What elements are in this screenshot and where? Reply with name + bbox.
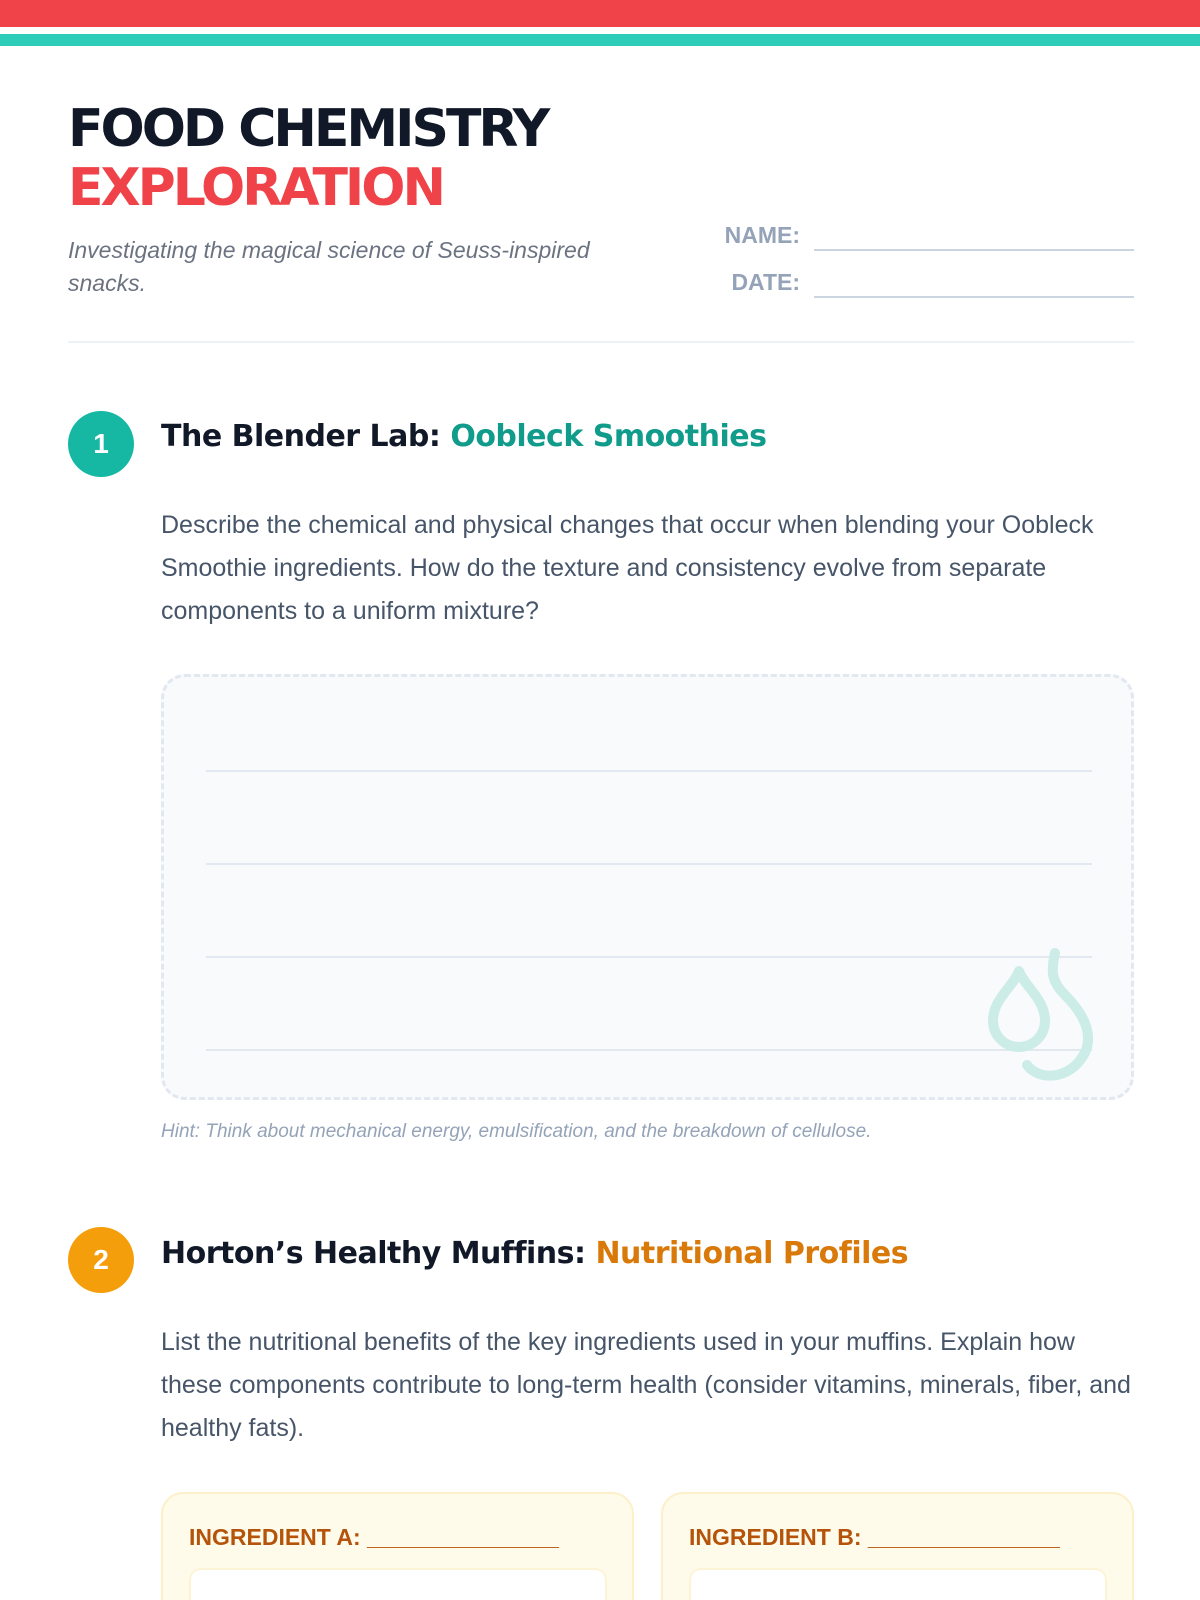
name-field[interactable] — [700, 222, 1134, 252]
ingredient-a-answer-box[interactable] — [189, 1568, 607, 1600]
page-subtitle: Investigating the magical science of Seuss-inspired snacks. — [68, 237, 590, 296]
answer-rule — [206, 863, 1092, 865]
page-title-line1: FOOD CHEMISTRY — [68, 99, 548, 159]
question-2-number-badge: 2 — [68, 1227, 134, 1293]
question-1-title-prefix: The Blender Lab: — [161, 419, 451, 454]
question-1-number-badge: 1 — [68, 411, 134, 477]
question-1-title — [161, 419, 766, 454]
ingredient-b-answer-box[interactable] — [689, 1568, 1107, 1600]
droplet-icon — [981, 941, 1121, 1091]
date-field[interactable] — [700, 269, 1134, 299]
date-label: DATE: — [731, 269, 800, 295]
question-2-title-prefix: Horton’s Healthy Muffins: — [161, 1236, 596, 1271]
top-accent-bar-teal — [0, 34, 1200, 46]
name-label: NAME: — [724, 222, 800, 248]
name-input-line[interactable] — [814, 249, 1134, 251]
ingredient-b-card — [661, 1492, 1134, 1600]
header-divider — [68, 341, 1134, 343]
answer-rule — [206, 1049, 1092, 1051]
question-2-prompt: List the nutritional benefits of the key ingredients used in your muffins. Explain how these components contribute to long-term health (consider vitamins, minerals, fiber, and healthy fats). — [161, 1328, 1131, 1442]
page-title — [68, 100, 547, 218]
question-1-answer-box[interactable] — [161, 674, 1134, 1100]
answer-rule — [206, 770, 1092, 772]
page-title-line2: EXPLORATION — [68, 158, 444, 218]
ingredient-b-label: INGREDIENT B: _______________ — [689, 1524, 1060, 1550]
answer-rule — [206, 956, 1092, 958]
question-2-title-highlight: Nutritional Profiles — [595, 1236, 909, 1271]
ingredient-a-label: INGREDIENT A: _______________ — [189, 1524, 559, 1550]
question-2-title — [161, 1236, 908, 1271]
question-1-title-highlight: Oobleck Smoothies — [450, 419, 767, 454]
date-input-line[interactable] — [814, 296, 1134, 298]
top-accent-bar-red — [0, 0, 1200, 27]
ingredient-a-card — [161, 1492, 634, 1600]
question-1-prompt: Describe the chemical and physical changes that occur when blending your Oobleck Smoothie ingredients. How do the texture and consistency evolve from separate components to a uniform mixture? — [161, 511, 1094, 625]
question-1-hint: Hint: Think about mechanical energy, emulsification, and the breakdown of cellulose. — [161, 1121, 872, 1142]
